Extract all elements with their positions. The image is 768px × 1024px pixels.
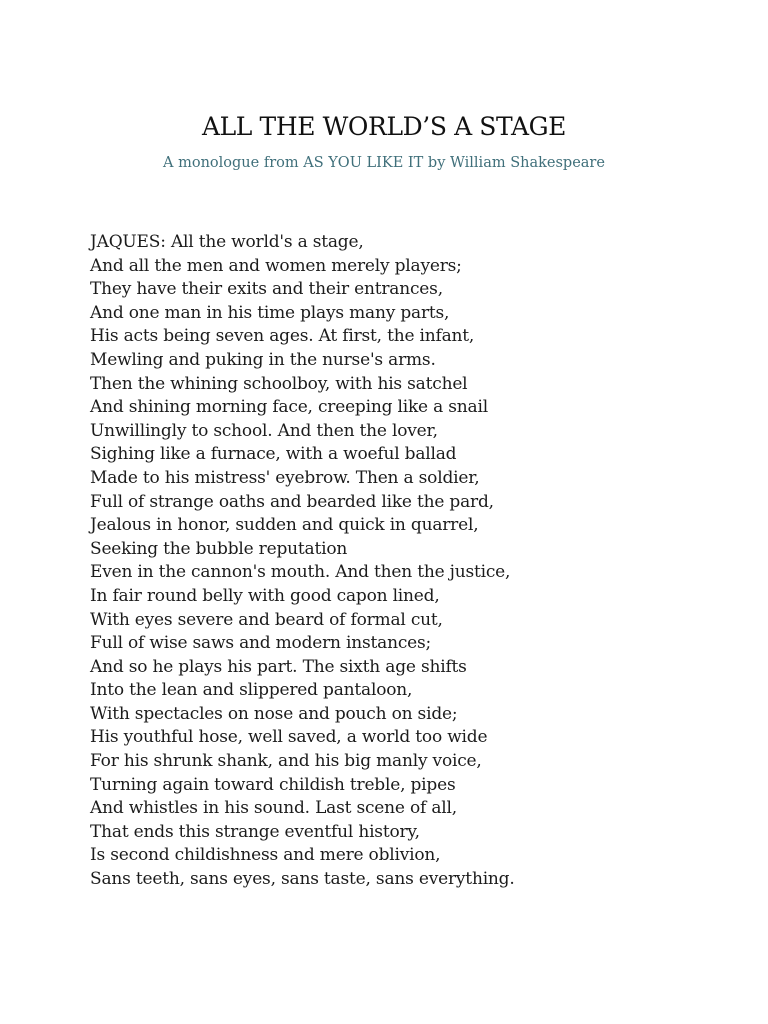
monologue-line: Full of strange oaths and bearded like the pard,: [90, 491, 494, 512]
monologue-text: [90, 231, 710, 892]
monologue-line: With eyes severe and beard of formal cut,: [90, 609, 443, 630]
monologue-line: Sighing like a furnace, with a woeful ballad: [90, 444, 457, 465]
monologue-line: They have their exits and their entrances,: [90, 279, 443, 300]
monologue-line: Seeking the bubble reputation: [90, 538, 348, 559]
monologue-line: Mewling and puking in the nurse's arms.: [90, 349, 436, 370]
monologue-line: His youthful hose, well saved, a world too wide: [90, 727, 488, 748]
monologue-line: JAQUES: All the world's a stage,: [90, 232, 364, 252]
monologue-line: Jealous in honor, sudden and quick in quarrel,: [90, 515, 479, 536]
monologue-line: Into the lean and slippered pantaloon,: [90, 680, 413, 701]
page-title: ALL THE WORLD’S A STAGE: [201, 112, 567, 141]
monologue-line: For his shrunk shank, and his big manly voice,: [90, 751, 482, 772]
monologue-line: And shining morning face, creeping like a snail: [90, 397, 488, 418]
monologue-line: Is second childishness and mere oblivion,: [90, 845, 441, 866]
monologue-line: His acts being seven ages. At first, the infant,: [90, 326, 475, 347]
monologue-line: Unwillingly to school. And then the lover,: [90, 420, 438, 441]
monologue-line: And so he plays his part. The sixth age shifts: [90, 656, 467, 677]
monologue-line: And one man in his time plays many parts,: [90, 302, 450, 323]
monologue-line: Turning again toward childish treble, pipes: [90, 774, 456, 795]
monologue-line: And whistles in his sound. Last scene of all,: [90, 798, 457, 819]
monologue-line: Full of wise saws and modern instances;: [90, 633, 432, 654]
monologue-line: Made to his mistress' eyebrow. Then a soldier,: [90, 467, 480, 488]
monologue-line: That ends this strange eventful history,: [90, 821, 420, 842]
monologue-line: With spectacles on nose and pouch on side;: [90, 703, 458, 724]
monologue-line: Sans teeth, sans eyes, sans taste, sans everything.: [90, 869, 515, 890]
monologue-line: Even in the cannon's mouth. And then the justice,: [90, 562, 511, 583]
monologue-line: Then the whining schoolboy, with his satchel: [90, 373, 468, 394]
monologue-line: And all the men and women merely players;: [90, 255, 462, 276]
monologue-line: In fair round belly with good capon lined,: [90, 585, 440, 606]
page-subtitle: A monologue from AS YOU LIKE IT by William Shakespeare: [163, 155, 605, 171]
